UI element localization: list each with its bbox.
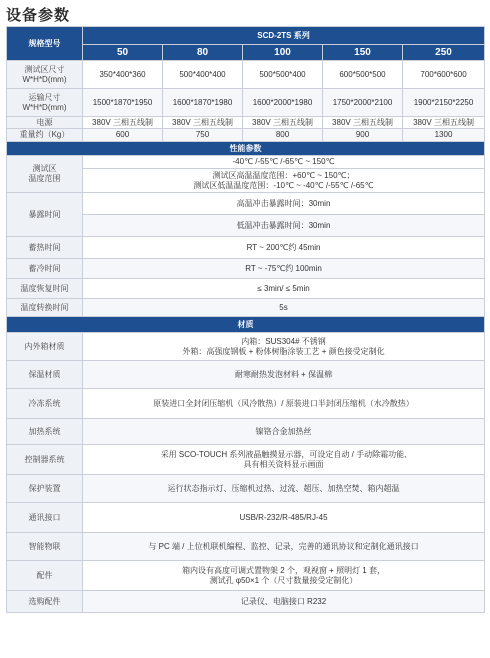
perf-range-detail [83, 169, 485, 193]
material-value [83, 389, 485, 419]
perf-range-row-1 [7, 156, 485, 169]
material-value-line: 具有相关资料显示画面 [243, 459, 324, 469]
perf-cool-value: RT ~ -75℃约 100min [83, 259, 485, 279]
perf-exposure-high: 高温冲击暴露时间：30min [83, 193, 485, 215]
perf-range-label [7, 156, 83, 193]
perf-recover-label: 温度恢复时间 [7, 279, 83, 299]
basic-row-label-line: 运输尺寸 [28, 92, 61, 102]
section-title-materials: 材质 [7, 317, 485, 333]
material-row [7, 445, 485, 475]
material-row [7, 419, 485, 445]
basic-row-label-line: W*H*D(mm) [22, 102, 67, 112]
basic-row-value: 1500*1870*1950 [83, 89, 163, 117]
material-label: 冷冻系统 [7, 389, 83, 419]
basic-row-value: 600*500*500 [323, 61, 403, 89]
basic-row-value: 700*600*600 [403, 61, 485, 89]
basic-row-value: 380V 三相五线制 [83, 117, 163, 129]
perf-range-label-line: 测试区 [32, 164, 57, 173]
perf-cool-label: 蓄冷时间 [7, 259, 83, 279]
material-row [7, 591, 485, 613]
basic-row-label: 电源 [7, 117, 83, 129]
basic-row-value: 750 [163, 129, 243, 142]
material-label: 配件 [7, 561, 83, 591]
basic-row-value: 380V 三相五线制 [163, 117, 243, 129]
perf-exposure-row-1 [7, 193, 485, 215]
model-80: 80 [163, 45, 243, 61]
material-label: 选购配件 [7, 591, 83, 613]
basic-row-label [7, 61, 83, 89]
perf-heat-label: 蓄热时间 [7, 237, 83, 259]
material-value [83, 445, 485, 475]
basic-row-label: 重量约（Kg） [7, 129, 83, 142]
basic-row-value: 500*400*400 [163, 61, 243, 89]
basic-row-value: 1750*2000*2100 [323, 89, 403, 117]
basic-row [7, 117, 485, 129]
perf-switch-label: 温度转换时间 [7, 299, 83, 317]
basic-row-value: 380V 三相五线制 [243, 117, 323, 129]
material-label: 内外箱材质 [7, 333, 83, 361]
section-materials [7, 317, 485, 333]
series-label: SCD-2TS 系列 [83, 27, 485, 45]
material-value-line: 原装进口全封闭压缩机（风冷散热）/ 原装进口半封闭压缩机（水冷散热） [153, 398, 414, 408]
spec-table [6, 26, 485, 613]
material-label: 控制器系统 [7, 445, 83, 475]
material-value [83, 591, 485, 613]
material-value-line: 运行状态指示灯、压缩机过热、过流、超压、加热空焚、箱内超温 [167, 483, 400, 493]
material-value-line: 与 PC 端 / 上位机联机编程、监控、记录，完善的通讯协议和定制化通讯接口 [148, 541, 419, 551]
material-value-line: 外箱：高强度钢板 + 粉体树脂涂装工艺 + 颜色接受定制化 [182, 346, 385, 356]
perf-range-detail-line: 测试区低温温度范围：-10℃ ~ -40℃ /-55℃ /-65℃ [193, 180, 374, 190]
basic-row-value: 500*500*400 [243, 61, 323, 89]
material-label: 智能物联 [7, 533, 83, 561]
perf-exposure-low: 低温冲击暴露时间：30min [83, 215, 485, 237]
perf-switch-value: 5s [83, 299, 485, 317]
material-value-line: 测试孔 φ50×1 个（尺寸数量接受定制化） [209, 575, 358, 585]
perf-switch-row [7, 299, 485, 317]
perf-heat-value: RT ~ 200℃约 45min [83, 237, 485, 259]
material-value [83, 475, 485, 503]
basic-row-label-line: 测试区尺寸 [24, 64, 65, 74]
material-value [83, 503, 485, 533]
model-label: 规格型号 [7, 27, 83, 61]
model-150: 150 [323, 45, 403, 61]
material-label: 通讯接口 [7, 503, 83, 533]
perf-range-label-line: 温度范围 [28, 174, 61, 183]
material-value-line: USB/R-232/R-485/RJ-45 [239, 512, 328, 522]
perf-cool-row [7, 259, 485, 279]
spec-table-body [7, 27, 485, 613]
material-label: 加热系统 [7, 419, 83, 445]
perf-exposure-label: 暴露时间 [7, 193, 83, 237]
basic-row-value: 1300 [403, 129, 485, 142]
material-value [83, 533, 485, 561]
section-perf [7, 142, 485, 156]
basic-row-value: 1600*1870*1980 [163, 89, 243, 117]
page-title: 设备参数 [6, 7, 71, 24]
material-row [7, 475, 485, 503]
basic-row-label [7, 89, 83, 117]
section-title-perf: 性能参数 [7, 142, 485, 156]
basic-row-value: 1900*2150*2250 [403, 89, 485, 117]
material-value [83, 561, 485, 591]
basic-row-value: 380V 三相五线制 [403, 117, 485, 129]
material-value [83, 419, 485, 445]
material-value [83, 333, 485, 361]
basic-row [7, 129, 485, 142]
basic-row-value: 800 [243, 129, 323, 142]
basic-row-value: 600 [83, 129, 163, 142]
perf-heat-row [7, 237, 485, 259]
model-100: 100 [243, 45, 323, 61]
basic-row [7, 89, 485, 117]
basic-row [7, 61, 485, 89]
basic-row-value: 1600*2000*1980 [243, 89, 323, 117]
basic-row-value: 900 [323, 129, 403, 142]
material-value-line: 镍铬合金加热丝 [255, 426, 312, 436]
perf-recover-value: ≤ 3min/ ≤ 5min [83, 279, 485, 299]
material-value-line: 箱内设有高度可调式置物架 2 个，观视窗 + 照明灯 1 套， [182, 565, 385, 575]
header-row-series [7, 27, 485, 45]
material-value-line: 耐寒耐热发泡材料 + 保温棉 [234, 369, 333, 379]
material-row [7, 361, 485, 389]
basic-row-value: 380V 三相五线制 [323, 117, 403, 129]
material-label: 保温材质 [7, 361, 83, 389]
perf-range-line1: -40℃ /-55℃ /-65℃ ~ 150℃ [83, 156, 485, 169]
model-250: 250 [403, 45, 485, 61]
perf-recover-row [7, 279, 485, 299]
material-value-line: 内箱：SUS304# 不锈钢 [241, 336, 326, 346]
material-row [7, 389, 485, 419]
material-label: 保护装置 [7, 475, 83, 503]
material-row [7, 333, 485, 361]
material-value [83, 361, 485, 389]
model-50: 50 [83, 45, 163, 61]
basic-row-label-line: W*H*D(mm) [22, 74, 67, 84]
material-row [7, 561, 485, 591]
material-value-line: 采用 SCO-TOUCH 系列液晶触摸显示器，可设定自动 / 手动除霜功能, [160, 449, 407, 459]
material-value-line: 记录仪、电脑接口 R232 [240, 596, 327, 606]
perf-range-detail-line: 测试区高温温度范围：+60℃ ~ 150℃； [212, 170, 355, 180]
material-row [7, 533, 485, 561]
basic-row-value: 350*400*360 [83, 61, 163, 89]
material-row [7, 503, 485, 533]
